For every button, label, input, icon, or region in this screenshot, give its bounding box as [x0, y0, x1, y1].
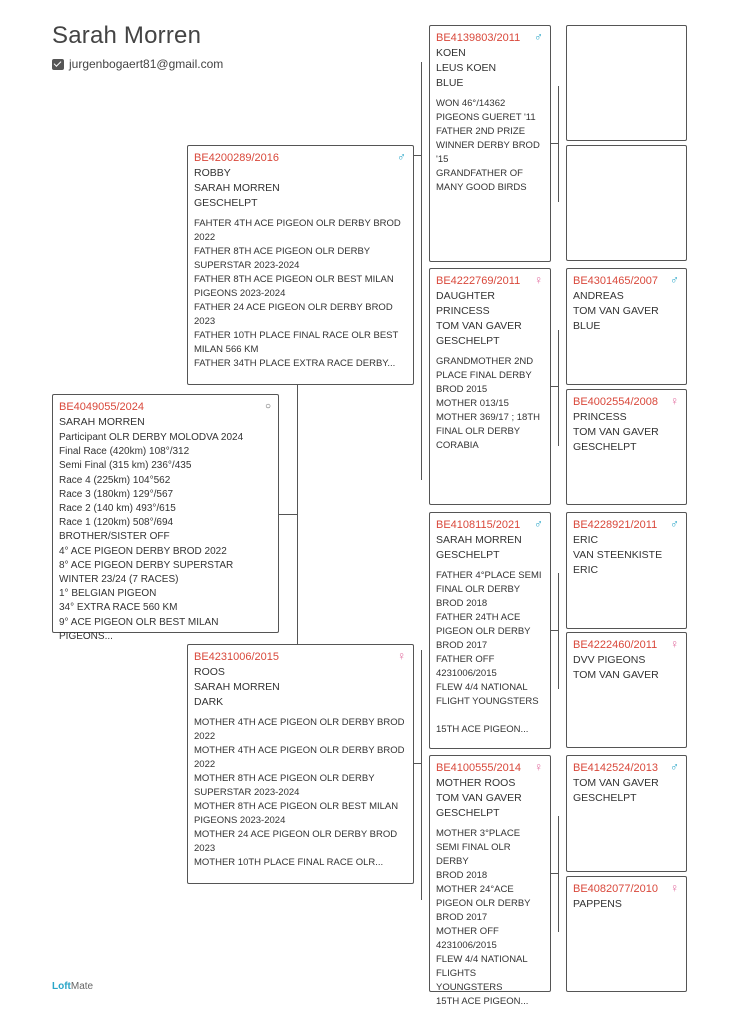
pigeon-card-sire[interactable]	[187, 145, 414, 385]
pigeon-owner: GESCHELPT	[436, 549, 500, 561]
note-line: BROD 2018	[436, 598, 488, 609]
connector-line	[421, 650, 422, 900]
note-line: GRANDMOTHER 2ND	[436, 356, 534, 367]
note-line: PIGEON OLR DERBY	[436, 898, 531, 909]
pigeon-card-sire-sire[interactable]	[429, 25, 551, 262]
connector-line	[558, 86, 559, 202]
note-line: CORABIA	[436, 440, 479, 451]
note-line: FINAL OLR DERBY	[436, 426, 521, 437]
email-row	[52, 57, 223, 71]
pigeon-color: BLUE	[436, 77, 464, 89]
note-line: BROD 2015	[436, 384, 488, 395]
pigeon-name: TOM VAN GAVER	[573, 777, 659, 789]
pigeon-color: GESCHELPT	[436, 335, 500, 347]
pigeon-notes	[194, 716, 407, 870]
pigeon-name: DVV PIGEONS	[573, 654, 646, 666]
pigeon-owner: TOM VAN GAVER	[436, 320, 522, 332]
female-icon: ♀	[534, 760, 543, 774]
note-line	[436, 709, 544, 723]
pigeon-card-subject[interactable]	[52, 394, 279, 642]
note-line: MOTHER 24 ACE PIGEON OLR DERBY BROD 2023	[194, 829, 398, 854]
note-line: 4231006/2015	[436, 668, 497, 679]
note-line: 4° ACE PIGEON DERBY BROD 2022	[59, 545, 227, 557]
female-icon: ♀	[670, 394, 679, 408]
note-line: FATHER 34TH PLACE EXTRA RACE DERBY...	[194, 358, 396, 369]
pigeon-color: GESCHELPT	[194, 197, 258, 209]
note-line: FATHER 2ND PRIZE	[436, 126, 526, 137]
connector-line	[297, 385, 298, 644]
pigeon-card-dam-dam[interactable]	[429, 755, 551, 1007]
male-icon: ♂	[670, 517, 679, 531]
note-line: MOTHER OFF	[436, 926, 499, 937]
ring-number: BE4222769/2011	[436, 275, 521, 287]
note-line: SEMI FINAL OLR DERBY	[436, 842, 511, 867]
brand-loft: Loft	[52, 981, 71, 992]
note-line: BROD 2017	[436, 912, 488, 923]
pigeon-name: DAUGHTER PRINCESS	[436, 290, 495, 317]
note-line: PLACE FINAL DERBY	[436, 370, 532, 381]
ring-number: BE4139803/2011	[436, 32, 521, 44]
pigeon-name: ANDREAS	[573, 290, 624, 302]
male-icon: ♂	[534, 30, 543, 44]
brand-logo	[52, 981, 93, 992]
note-line: MOTHER 8TH ACE PIGEON OLR DERBY SUPERSTAR 2023-2024	[194, 773, 375, 798]
note-line: WINNER DERBY BROD	[436, 140, 540, 151]
pigeon-name: MOTHER ROOS	[436, 777, 516, 789]
male-icon: ♂	[670, 273, 679, 287]
connector-line	[421, 62, 422, 480]
pigeon-name: ERIC	[573, 534, 599, 546]
pigeon-owner: TOM VAN GAVER	[573, 305, 659, 317]
pigeon-color: GESCHELPT	[573, 441, 637, 453]
pigeon-notes	[436, 97, 544, 195]
note-line: FINAL OLR DERBY	[436, 584, 521, 595]
note-line: 1° BELGIAN PIGEON	[59, 588, 157, 600]
female-icon: ♀	[534, 273, 543, 287]
pigeon-card-empty[interactable]	[566, 145, 687, 261]
male-icon: ♂	[670, 760, 679, 774]
note-line: MOTHER 4TH ACE PIGEON OLR DERBY BROD 2022	[194, 717, 405, 742]
note-line: Race 3 (180km) 129°/567	[59, 488, 174, 500]
pigeon-color: DARK	[194, 696, 224, 708]
ring-number: BE4142524/2013	[573, 762, 659, 774]
note-line: 8° ACE PIGEON DERBY SUPERSTAR WINTER 23/24 (7 RACES)	[59, 559, 234, 586]
owner-name: Sarah Morren	[52, 22, 202, 49]
note-line: FLEW 4/4 NATIONAL	[436, 954, 528, 965]
note-line: FLIGHT YOUNGSTERS	[436, 696, 539, 707]
pigeon-owner: LEUS KOEN	[436, 62, 497, 74]
note-line: MOTHER 013/15	[436, 398, 509, 409]
envelope-icon	[52, 59, 64, 70]
ring-number: BE4108115/2021	[436, 519, 521, 531]
pigeon-owner: SARAH MORREN	[194, 182, 280, 194]
note-line: Semi Final (315 km) 236°/435	[59, 460, 192, 472]
note-line: FATHER OFF	[436, 654, 495, 665]
pigeon-notes	[436, 569, 544, 737]
female-icon: ♀	[670, 881, 679, 895]
note-line: Final Race (420km) 108°/312	[59, 446, 190, 458]
pigeon-name: KOEN	[436, 47, 466, 59]
female-icon: ♀	[397, 649, 406, 663]
note-line: 34° EXTRA RACE 560 KM	[59, 602, 178, 614]
note-line: MOTHER 10TH PLACE FINAL RACE OLR...	[194, 857, 384, 868]
note-line: FATHER 8TH ACE PIGEON OLR DERBY SUPERSTAR 2023-2024	[194, 246, 370, 271]
note-line: BROTHER/SISTER OFF	[59, 531, 170, 543]
note-line: 9° ACE PIGEON OLR BEST MILAN PIGEONS...	[59, 616, 219, 642]
note-line: GRANDFATHER OF	[436, 168, 523, 179]
brand-mate: Mate	[70, 981, 94, 992]
pigeon-card-dam-sire-sire[interactable]	[566, 512, 687, 629]
note-line: FATHER 4°PLACE SEMI	[436, 570, 542, 581]
note-line: FATHER 24TH ACE	[436, 612, 521, 623]
note-line: MOTHER 8TH ACE PIGEON OLR BEST MILAN PIGEONS 2023-2024	[194, 801, 399, 826]
note-line: FATHER 10TH PLACE FINAL RACE OLR BEST MILAN 566 KM	[194, 330, 399, 355]
pigeon-owner: GESCHELPT	[573, 792, 637, 804]
note-line: 15TH ACE PIGEON...	[436, 724, 529, 735]
ring-number: BE4301465/2007	[573, 275, 659, 287]
sex-unknown-icon: ○	[264, 401, 271, 412]
note-line: BROD 2018	[436, 870, 488, 881]
note-line: MANY GOOD BIRDS	[436, 182, 527, 193]
note-line: 15TH ACE PIGEON...	[436, 996, 529, 1007]
pigeon-card-dam-sire[interactable]	[429, 512, 551, 749]
pigeon-color: BLUE	[573, 320, 601, 332]
female-icon: ♀	[670, 637, 679, 651]
connector-line	[558, 573, 559, 689]
pigeon-name: SARAH MORREN	[436, 534, 522, 546]
pigeon-name: ROBBY	[194, 167, 231, 179]
note-line: Participant OLR DERBY MOLODVA 2024	[59, 432, 244, 443]
ring-number: BE4002554/2008	[573, 396, 659, 408]
pigeon-name: SARAH MORREN	[59, 416, 145, 428]
pigeon-notes	[194, 217, 407, 371]
pigeon-notes	[59, 431, 272, 644]
note-line: FATHER 8TH ACE PIGEON OLR BEST MILAN PIGEONS 2023-2024	[194, 274, 394, 299]
pigeon-name: PAPPENS	[573, 898, 622, 910]
note-line: BROD 2017	[436, 640, 488, 651]
note-line: Race 1 (120km) 508°/694	[59, 517, 174, 529]
pigeon-card-sire-dam-dam[interactable]	[566, 389, 687, 505]
note-line: FLIGHTS YOUNGSTERS	[436, 968, 503, 993]
note-line: PIGEONS GUERET '11	[436, 112, 536, 123]
note-line: FLEW 4/4 NATIONAL	[436, 682, 528, 693]
connector-line	[279, 514, 297, 515]
note-line: Race 2 (140 km) 493°/615	[59, 503, 176, 515]
connector-line	[558, 330, 559, 446]
pigeon-card-dam-dam-dam[interactable]	[566, 876, 687, 992]
pigeon-name: PRINCESS	[573, 411, 627, 423]
note-line: FATHER 24 ACE PIGEON OLR DERBY BROD 2023	[194, 302, 393, 327]
note-line: WON 46°/14362	[436, 98, 506, 109]
pigeon-owner: TOM VAN GAVER	[573, 426, 659, 438]
note-line: Race 4 (225km) 104°562	[59, 474, 171, 486]
note-line: 4231006/2015	[436, 940, 497, 951]
pigeon-card-sire-dam-sire[interactable]	[566, 268, 687, 385]
pigeon-owner: VAN STEENKISTE ERIC	[573, 549, 663, 576]
pigeon-card-dam[interactable]	[187, 644, 414, 884]
male-icon: ♂	[397, 150, 406, 164]
pigeon-color: GESCHELPT	[436, 807, 500, 819]
pigeon-card-dam-sire-dam[interactable]	[566, 632, 687, 748]
note-line: PIGEON OLR DERBY	[436, 626, 531, 637]
pigeon-owner: TOM VAN GAVER	[436, 792, 522, 804]
pigeon-notes	[436, 827, 544, 1009]
connector-line	[558, 816, 559, 932]
pigeon-notes	[436, 355, 544, 453]
email-text[interactable]: jurgenbogaert81@gmail.com	[69, 57, 224, 71]
pigeon-owner: TOM VAN GAVER	[573, 669, 659, 681]
ring-number: BE4082077/2010	[573, 883, 659, 895]
ring-number: BE4049055/2024	[59, 401, 145, 413]
note-line: FAHTER 4TH ACE PIGEON OLR DERBY BROD 2022	[194, 218, 401, 243]
note-line: MOTHER 4TH ACE PIGEON OLR DERBY BROD 2022	[194, 745, 405, 770]
pigeon-owner: SARAH MORREN	[194, 681, 280, 693]
ring-number: BE4231006/2015	[194, 651, 280, 663]
note-line: MOTHER 3°PLACE	[436, 828, 521, 839]
pigeon-card-empty[interactable]	[566, 25, 687, 141]
pigeon-name: ROOS	[194, 666, 225, 678]
note-line: MOTHER 369/17 ; 18TH	[436, 412, 541, 423]
ring-number: BE4100555/2014	[436, 762, 522, 774]
ring-number: BE4200289/2016	[194, 152, 280, 164]
male-icon: ♂	[534, 517, 543, 531]
pigeon-card-dam-dam-sire[interactable]	[566, 755, 687, 872]
note-line: '15	[436, 154, 449, 165]
ring-number: BE4228921/2011	[573, 519, 658, 531]
pigeon-card-sire-dam[interactable]	[429, 268, 551, 505]
note-line: MOTHER 24°ACE	[436, 884, 514, 895]
ring-number: BE4222460/2011	[573, 639, 658, 651]
